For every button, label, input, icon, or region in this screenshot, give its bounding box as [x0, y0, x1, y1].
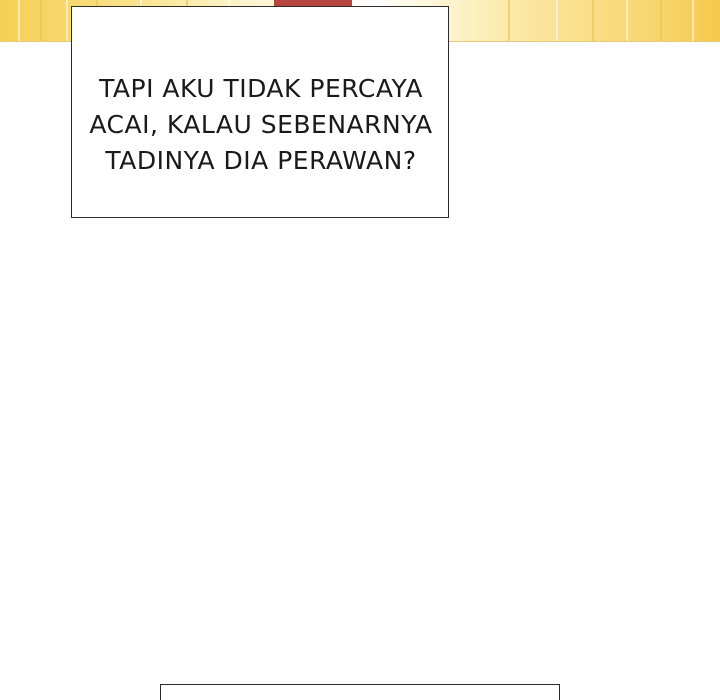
dialogue-line: ACAI, KALAU SEBENARNYA [89, 110, 433, 139]
gradient-streak [692, 0, 694, 42]
gradient-streak [626, 0, 628, 42]
gradient-streak [508, 0, 510, 42]
dialogue-line: TAPI AKU TIDAK PERCAYA [99, 74, 423, 103]
dialogue-box [71, 6, 449, 218]
next-dialogue-panel [160, 684, 560, 700]
gradient-streak [660, 0, 662, 42]
gradient-streak [18, 0, 20, 42]
dialogue-text [72, 71, 450, 179]
gradient-streak [592, 0, 594, 42]
gradient-streak [66, 0, 68, 42]
dialogue-line: TADINYA DIA PERAWAN? [105, 146, 417, 175]
gradient-streak [40, 0, 42, 42]
gradient-streak [556, 0, 558, 42]
